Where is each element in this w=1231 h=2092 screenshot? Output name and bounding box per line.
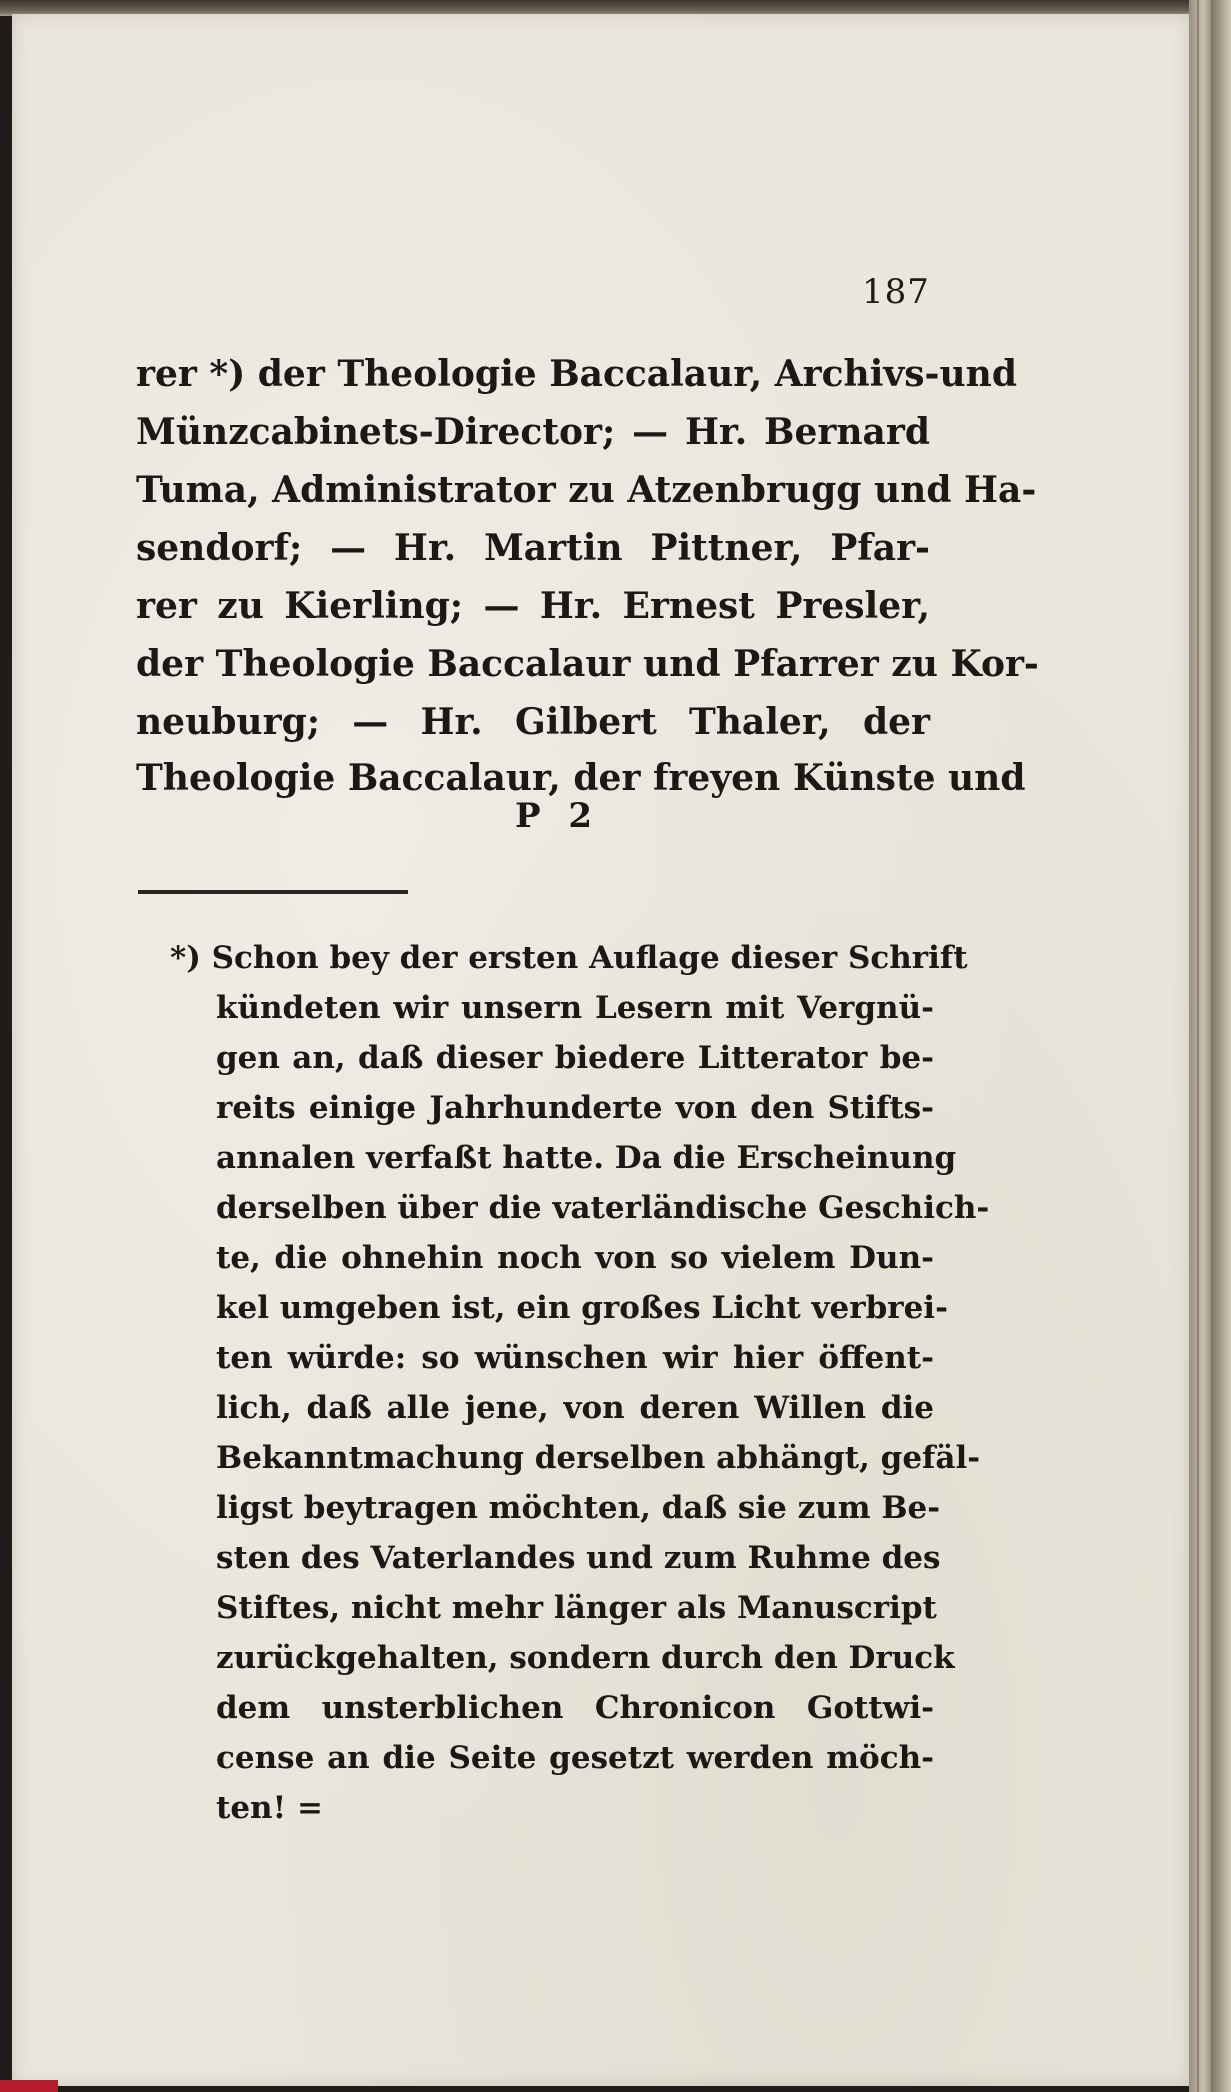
page-number: 187 [862,272,930,312]
footnote-line: lich, daß alle jene, von deren Willen die [216,1390,934,1426]
main-text-line: sendorf; — Hr. Martin Pittner, Pfar- [136,527,930,569]
footnote-rule [138,890,408,894]
main-text-line: der Theologie Baccalaur und Pfarrer zu Kor- [136,643,1039,685]
footnote-line: annalen verfaßt hatte. Da die Erscheinung [216,1140,957,1176]
main-text-line: Tuma, Administrator zu Atzenbrugg und Ha- [136,469,1037,511]
footnote-line: cense an die Seite gesetzt werden möch- [216,1740,934,1776]
footnote-line: te, die ohnehin noch von so vielem Dun- [216,1240,934,1276]
footnote-line: ten! = [216,1790,323,1826]
footnote-line: sten des Vaterlandes und zum Ruhme des [216,1540,941,1576]
main-text-line: neuburg; — Hr. Gilbert Thaler, der [136,701,930,743]
footnote-line: kündeten wir unsern Lesern mit Vergnü- [216,990,934,1026]
footnote-line: reits einige Jahrhunderte von den Stifts- [216,1090,934,1126]
main-text-line: rer zu Kierling; — Hr. Ernest Presler, [136,585,930,627]
page-stack-edge [1189,0,1231,2092]
footnote-line: ten würde: so wünschen wir hier öffent- [216,1340,934,1376]
signature-mark: P 2 [515,796,601,836]
footnote-line: zurückgehalten, sondern durch den Druck [216,1640,955,1676]
main-text-line: rer *) der Theologie Baccalaur, Archivs-und [136,353,1018,395]
footnote-line: Bekanntmachung derselben abhängt, gefäl- [216,1440,981,1476]
footnote-line: ligst beytragen möchten, daß sie zum Be- [216,1490,941,1526]
main-text-line: Münzcabinets-Director; — Hr. Bernard [136,411,930,453]
main-text-line: Theologie Baccalaur, der freyen Künste und [136,757,1026,799]
footnote-line: *) Schon bey der ersten Auflage dieser Schrift [170,940,968,976]
footnote-line: kel umgeben ist, ein großes Licht verbrei- [216,1290,948,1326]
red-cover-corner [0,2080,58,2092]
footnote-line: dem unsterblichen Chronicon Gottwi- [216,1690,934,1726]
footnote-line: gen an, daß dieser biedere Litterator be- [216,1040,934,1076]
footnote-line: derselben über die vaterländische Geschich- [216,1190,990,1226]
footnote-line: Stiftes, nicht mehr länger als Manuscript [216,1590,937,1626]
